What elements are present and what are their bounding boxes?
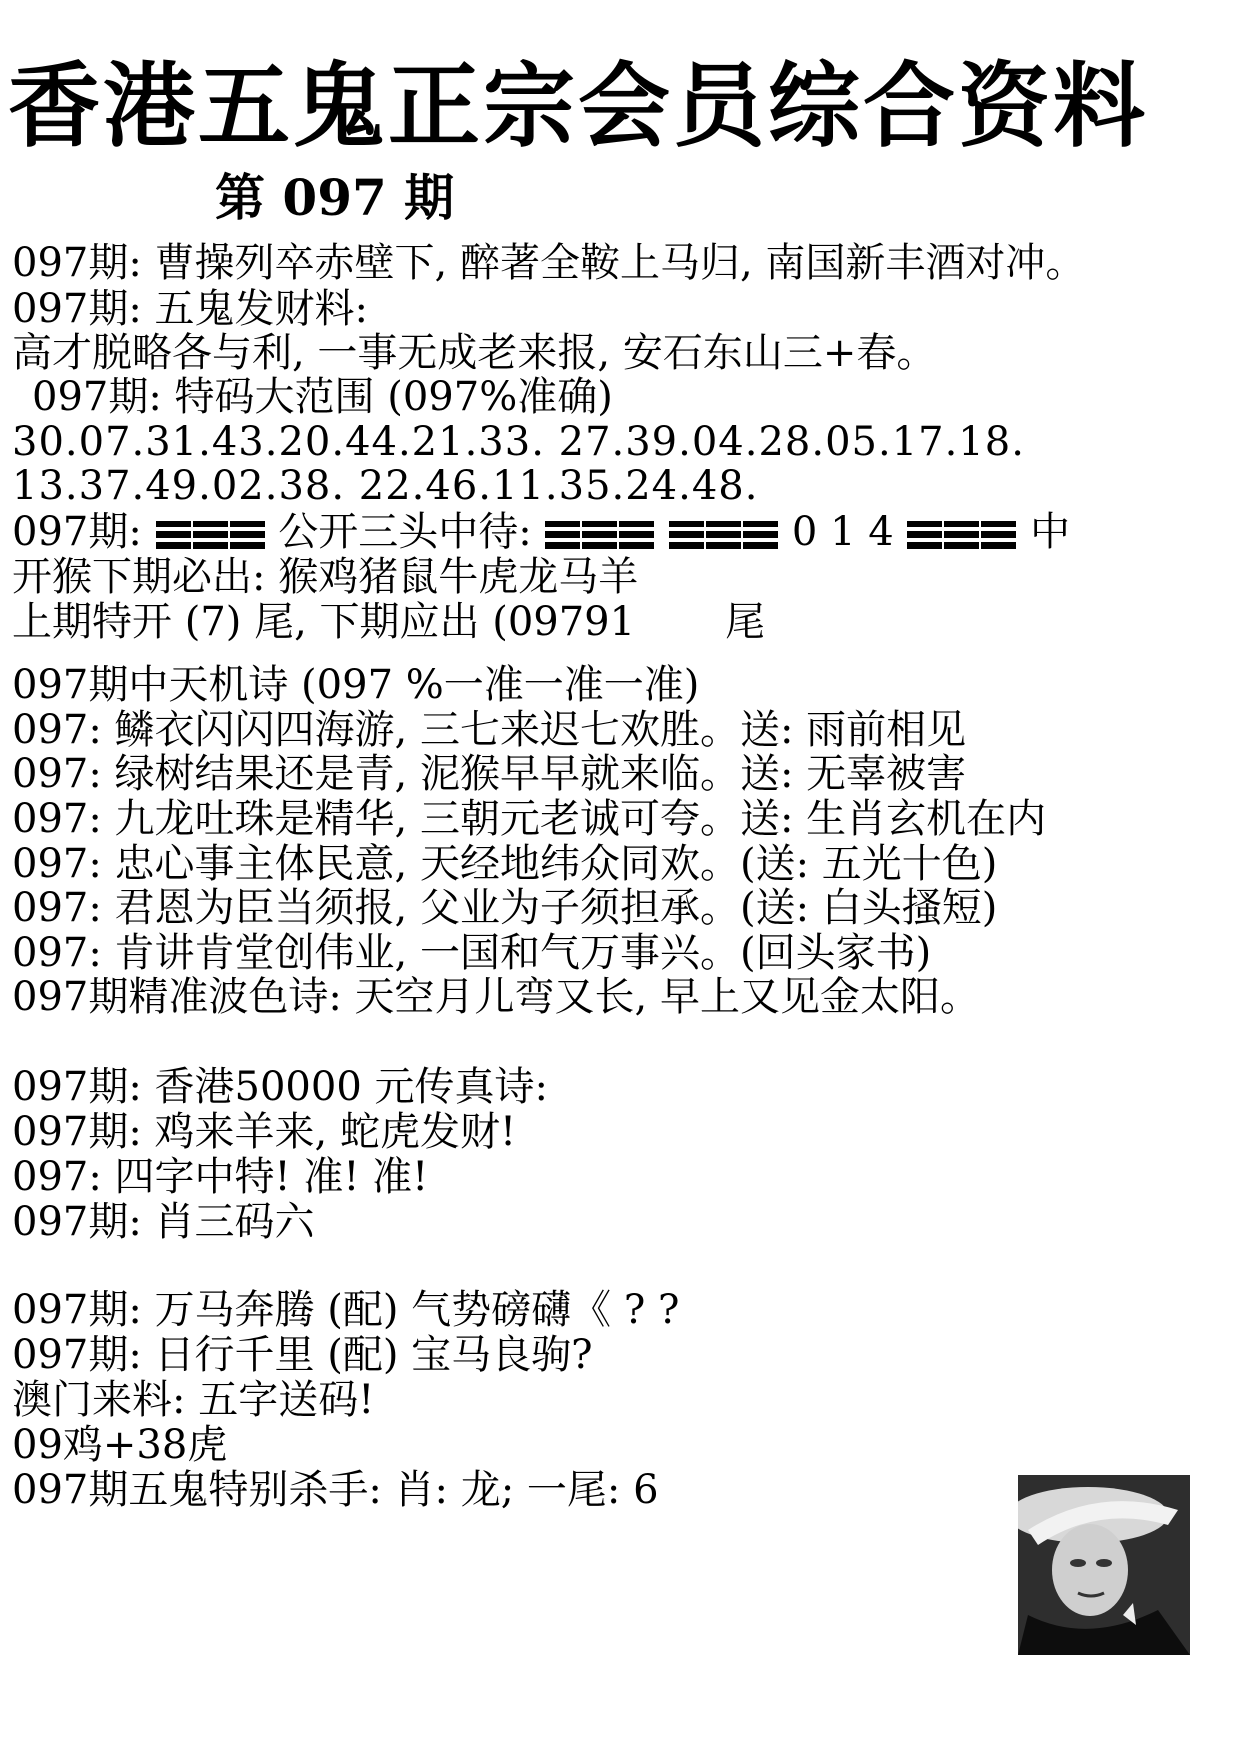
line-tianji-heading: 097期中天机诗 (097 %一准一准一准) [12,662,700,708]
line-wugui-poem: 高才脱略各与利, 一事无成老来报, 安石东山三+春。 [12,330,937,376]
line-tianji-3: 097: 九龙吐珠是精华, 三朝元老诚可夸。送: 生肖玄机在内 [12,796,1047,842]
line-wugui-heading: 097期: 五鬼发财料: [12,286,369,332]
line-tianji-5: 097: 君恩为臣当须报, 父业为子须担承。(送: 白头搔短) [12,885,998,931]
line-monkey: 开猴下期必出: 猴鸡猪鼠牛虎龙马羊 [12,554,639,600]
line-numbers-2: 13.37.49.02.38. 22.46.11.35.24.48. [12,463,759,509]
portrait-image [1018,1475,1190,1655]
redaction-mark [906,509,1017,555]
line-poem-intro: 097期: 曹操列卒赤壁下, 醉著全鞍上马归, 南国新丰酒对冲。 [12,240,1086,286]
three-heads-prefix: 097期: [12,509,142,555]
line-color-poem: 097期精准波色诗: 天空月儿弯又长, 早上又见金太阳。 [12,974,980,1020]
line-tianji-2: 097: 绿树结果还是青, 泥猴早早就来临。送: 无辜被害 [12,751,967,797]
three-heads-label: 公开三头中待: [278,509,532,555]
tail-text: 上期特开 (7) 尾, 下期应出 (09791 [12,599,636,645]
line-fax-poem: 097期: 香港50000 元传真诗: [12,1064,548,1110]
line-macau: 澳门来料: 五字送码! [12,1377,375,1423]
three-heads-digits: 0 1 4 [791,509,894,555]
line-horses: 097期: 万马奔腾 (配) 气势磅礴《 ? ? [12,1287,680,1333]
redaction-mark [155,509,266,555]
tail-suffix: 尾 [725,599,766,645]
line-four-char: 097: 四字中特! 准! 准! [12,1154,429,1200]
portrait-photo [1018,1475,1190,1655]
line-killer: 097期五鬼特别杀手: 肖: 龙; 一尾: 6 [12,1467,659,1513]
line-chicken-sheep: 097期: 鸡来羊来, 蛇虎发财! [12,1109,517,1155]
line-range-heading: 097期: 特码大范围 (097%准确) [32,374,613,420]
line-tianji-6: 097: 肯讲肯堂创伟业, 一国和气万事兴。(回头家书) [12,930,932,976]
page-title: 香港五鬼正宗会员综合资料 [8,53,1149,160]
line-chicken-tiger: 09鸡+38虎 [12,1422,228,1468]
redaction-mark [544,509,655,555]
line-thousand-li: 097期: 日行千里 (配) 宝马良驹? [12,1332,593,1378]
line-tianji-4: 097: 忠心事主体民意, 天经地纬众同欢。(送: 五光十色) [12,841,998,887]
three-heads-suffix: 中 [1030,509,1071,555]
line-tianji-1: 097: 鳞衣闪闪四海游, 三七来迟七欢胜。送: 雨前相见 [12,707,967,753]
issue-number: 第 097 期 [215,168,455,227]
redaction-mark [668,509,779,555]
line-tail [12,598,1232,646]
line-numbers-1: 30.07.31.43.20.44.21.33. 27.39.04.28.05.17.18. [12,419,1025,465]
line-three-heads [12,508,1232,556]
line-xiao: 097期: 肖三码六 [12,1199,315,1245]
